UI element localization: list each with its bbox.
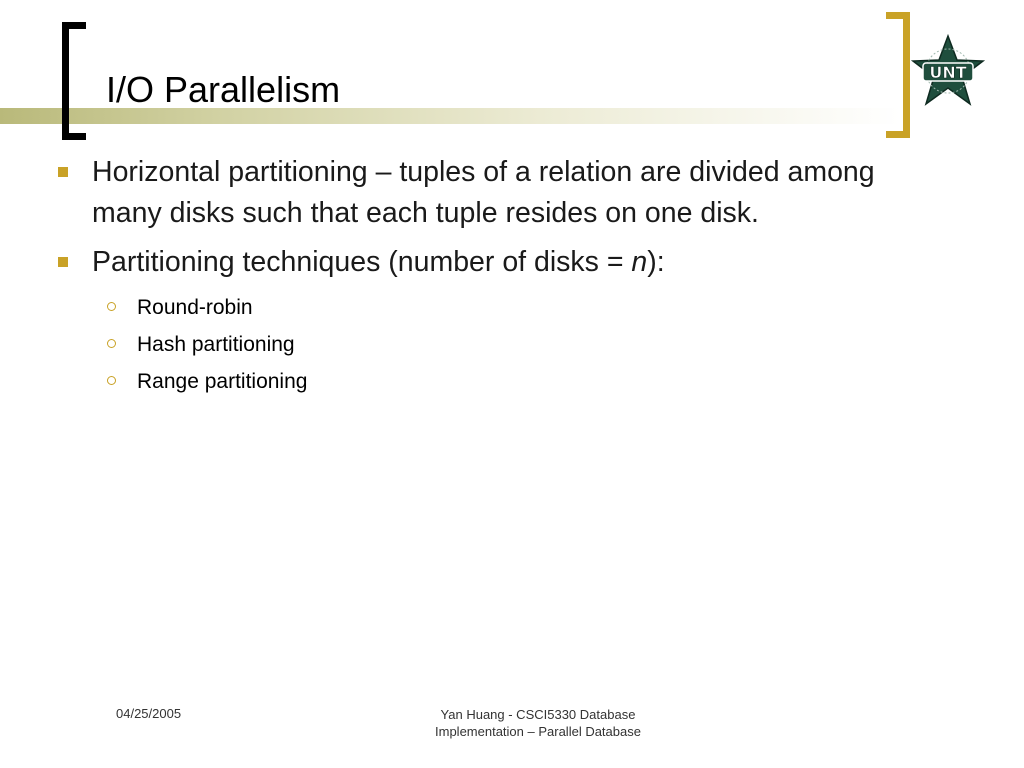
sub-bullet-list xyxy=(107,289,938,400)
footer-date: 04/25/2005 xyxy=(116,706,182,721)
bullet-text-after: ): xyxy=(647,246,665,278)
bullet-item-2 xyxy=(58,242,938,283)
square-bullet-icon xyxy=(58,257,68,267)
left-bracket-decoration xyxy=(62,22,86,140)
bullet-text-variable: n xyxy=(631,246,648,278)
square-bullet-icon xyxy=(58,167,68,177)
unt-logo xyxy=(908,34,988,108)
footer-caption-line-2: Implementation – Parallel Database xyxy=(435,724,641,739)
sub-bullet-item xyxy=(107,363,938,400)
sub-bullet-text: Hash partitioning xyxy=(137,333,295,356)
slide-body xyxy=(58,152,938,400)
slide-title: I/O Parallelism xyxy=(106,69,341,110)
sub-bullet-text: Range partitioning xyxy=(137,370,308,393)
sub-bullet-item xyxy=(107,326,938,363)
sub-bullet-item xyxy=(107,289,938,326)
ring-bullet-icon xyxy=(107,302,116,311)
logo-text: UNT xyxy=(929,63,967,82)
right-bracket-decoration xyxy=(886,12,910,138)
bullet-item-1 xyxy=(58,152,938,234)
footer-caption-line-1: Yan Huang - CSCI5330 Database xyxy=(440,707,636,722)
footer-caption xyxy=(398,706,678,740)
ring-bullet-icon xyxy=(107,339,116,348)
bullet-text: Horizontal partitioning – tuples of a relation are divided among many disks such that each tuple resides on one disk. xyxy=(92,156,875,229)
ring-bullet-icon xyxy=(107,376,116,385)
sub-bullet-text: Round-robin xyxy=(137,296,253,319)
bullet-text-before: Partitioning techniques (number of disks = xyxy=(92,246,632,278)
